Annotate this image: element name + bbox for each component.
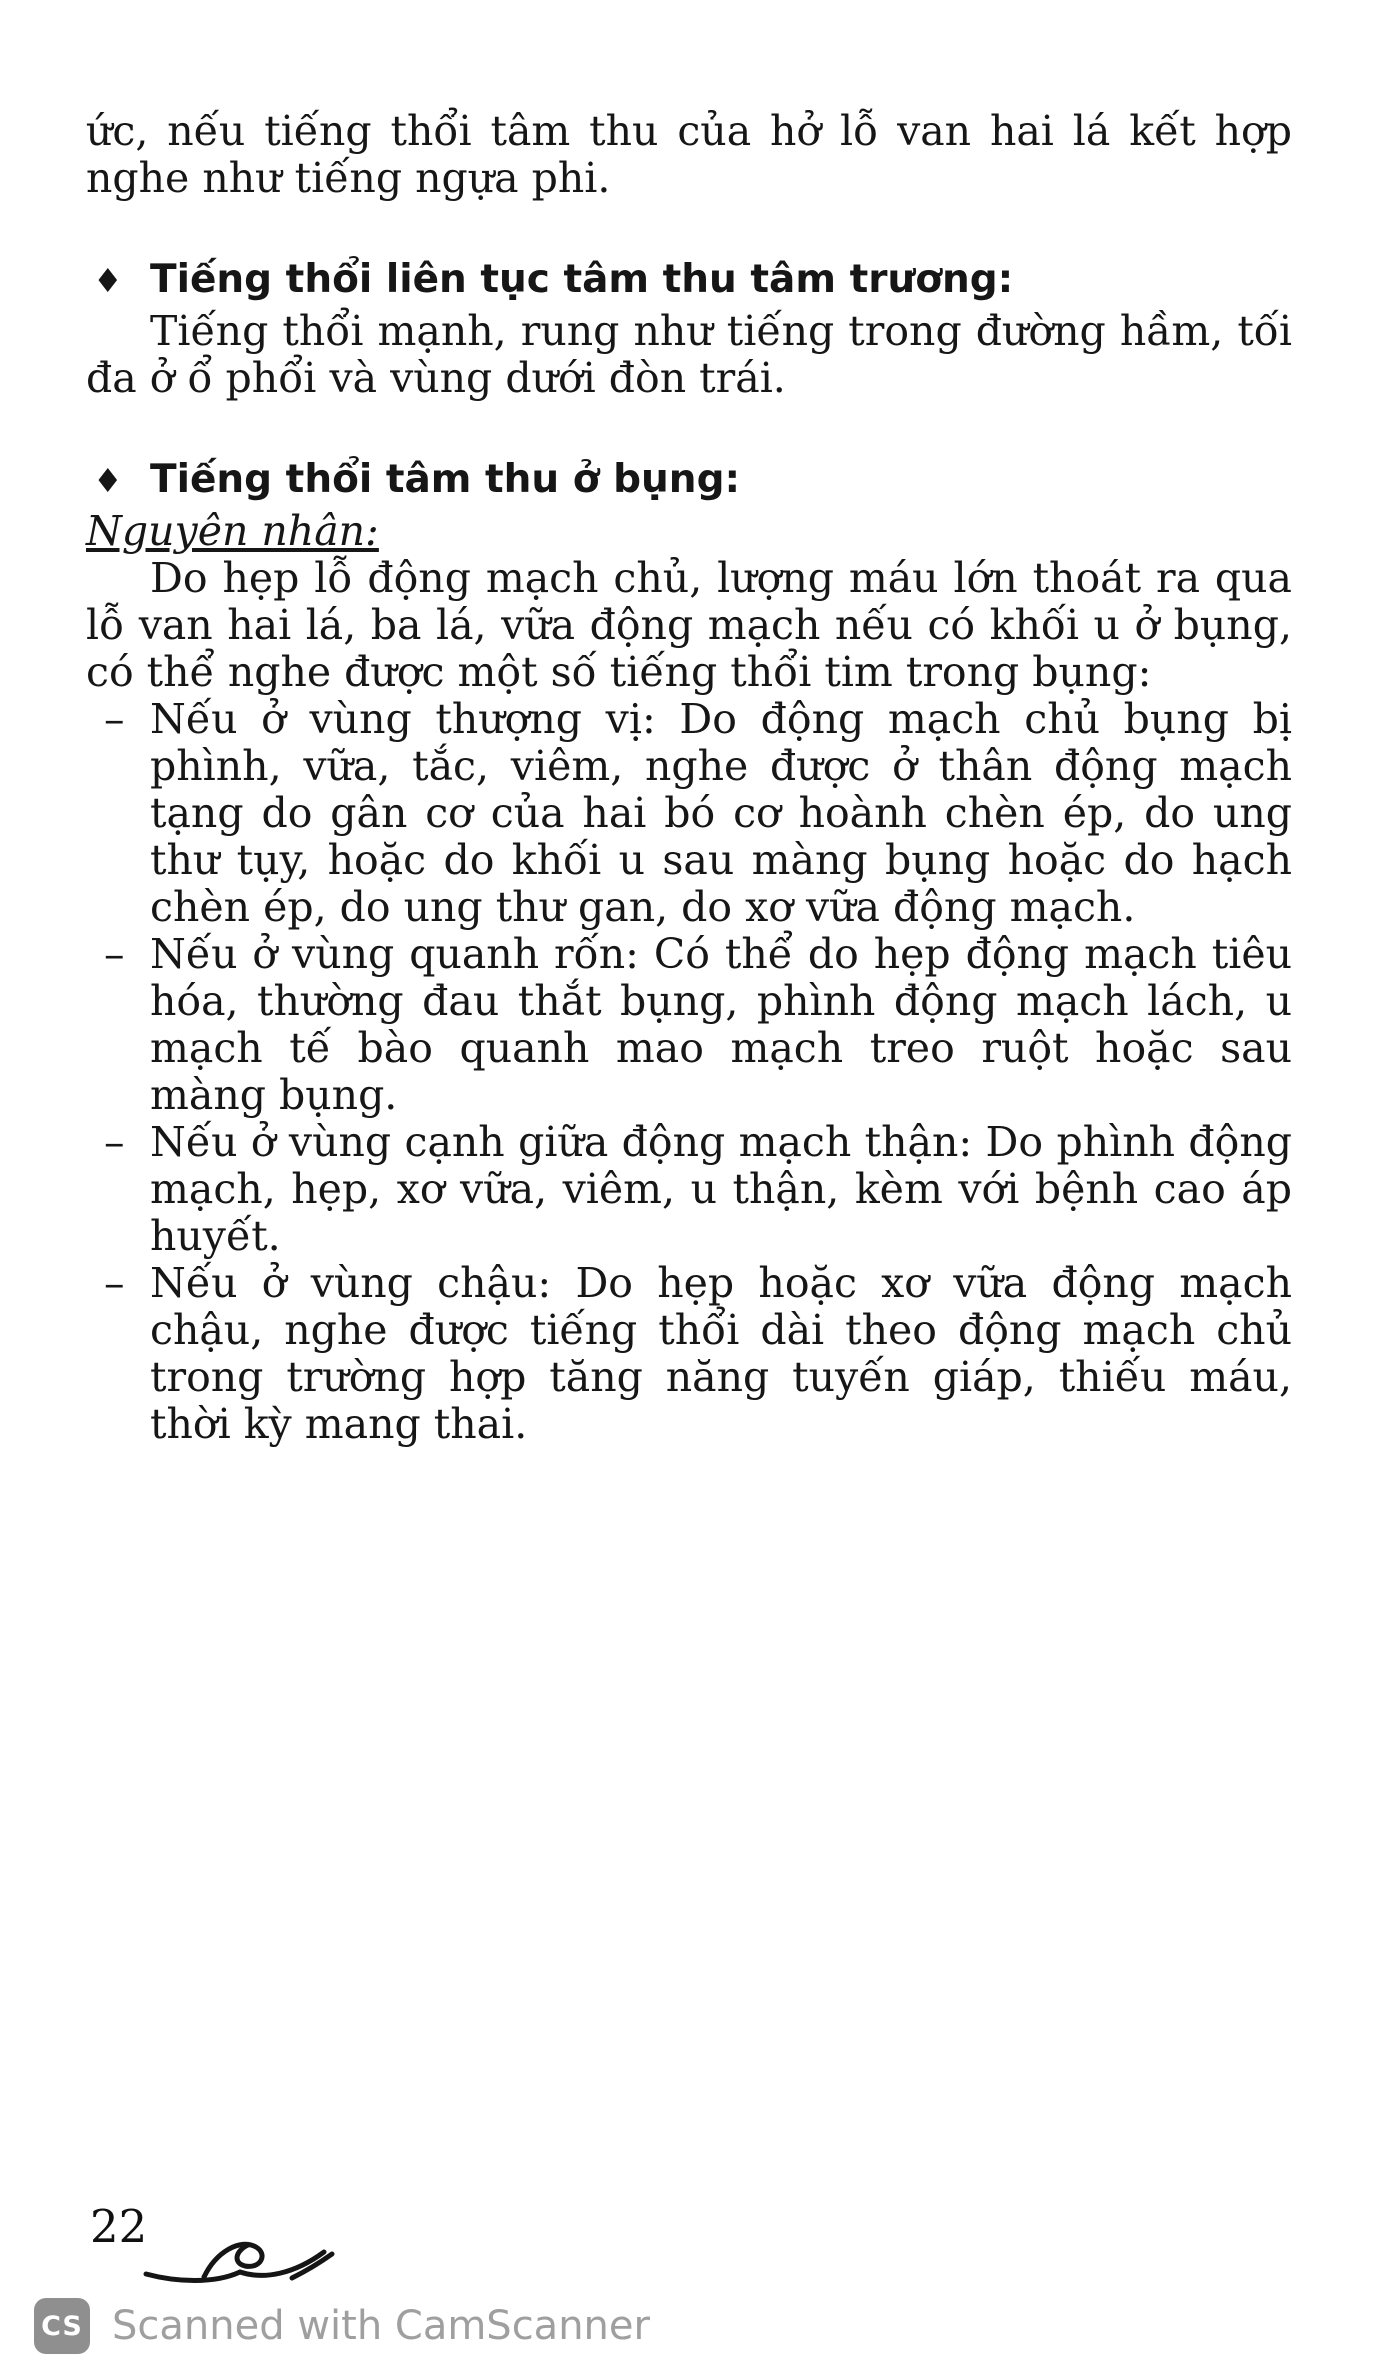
section-body: Tiếng thổi mạnh, rung như tiếng trong đường hầm, tối đa ở ổ phổi và vùng dưới đòn trái. — [86, 307, 1292, 402]
list-item — [86, 696, 1292, 931]
section-heading: Tiếng thổi tâm thu ở bụng: — [150, 457, 741, 502]
section-lead-paragraph: Do hẹp lỗ động mạch chủ, lượng máu lớn thoát ra qua lỗ van hai lá, ba lá, vữa động mạch nếu có khối u ở bụng, có thể nghe được một số tiếng thổi tim trong bụng: — [86, 554, 1292, 696]
list-item — [86, 931, 1292, 1119]
page-number: 22 — [90, 2200, 148, 2253]
list-item — [86, 1119, 1292, 1260]
section-continuous-murmur — [86, 256, 1292, 402]
list-item-text: Nếu ở vùng chậu: Do hẹp hoặc xơ vữa động mạch chậu, nghe được tiếng thổi dài theo động mạch chủ trong trường hợp tăng năng tuyến giáp, thiếu máu, thời kỳ mang thai. — [150, 1259, 1292, 1448]
paragraph-intro: ức, nếu tiếng thổi tâm thu của hở lỗ van hai lá kết hợp nghe như tiếng ngựa phi. — [86, 107, 1292, 202]
list-item — [86, 1260, 1292, 1448]
diamond-bullet-icon: ♦ — [93, 461, 123, 500]
list-item-text: Nếu ở vùng cạnh giữa động mạch thận: Do phình động mạch, hẹp, xơ vữa, viêm, u thận, kèm với bệnh cao áp huyết. — [150, 1118, 1292, 1260]
dash-marker: – — [104, 1118, 125, 1166]
camscanner-footer — [0, 2284, 1376, 2368]
section-heading: Tiếng thổi liên tục tâm thu tâm trương: — [150, 257, 1014, 302]
camscanner-text: Scanned with CamScanner — [112, 2303, 650, 2349]
dash-marker: – — [104, 1259, 125, 1307]
list-item-text: Nếu ở vùng quanh rốn: Có thể do hẹp động mạch tiêu hóa, thường đau thắt bụng, phình động mạch lách, u mạch tế bào quanh mao mạch treo ruột hoặc sau màng bụng. — [150, 930, 1292, 1119]
diamond-bullet-icon: ♦ — [93, 261, 123, 300]
list-item-text: Nếu ở vùng thượng vị: Do động mạch chủ bụng bị phình, vữa, tắc, viêm, nghe được ở thân động mạch tạng do gân cơ của hai bó cơ hoành chèn ép, do ung thư tụy, hoặc do khối u sau màng bụng hoặc do hạch chèn ép, do ung thư gan, do xơ vữa động mạch. — [150, 695, 1292, 931]
dash-marker: – — [104, 930, 125, 978]
camscanner-logo-icon: CS — [34, 2298, 90, 2354]
section-heading-row — [86, 456, 1292, 504]
page-content — [86, 108, 1292, 1448]
section-heading-row — [86, 256, 1292, 304]
dash-marker: – — [104, 695, 125, 743]
cause-list — [86, 696, 1292, 1448]
subheading-cause: Nguyên nhân: — [86, 507, 379, 555]
section-abdominal-murmur — [86, 456, 1292, 1448]
